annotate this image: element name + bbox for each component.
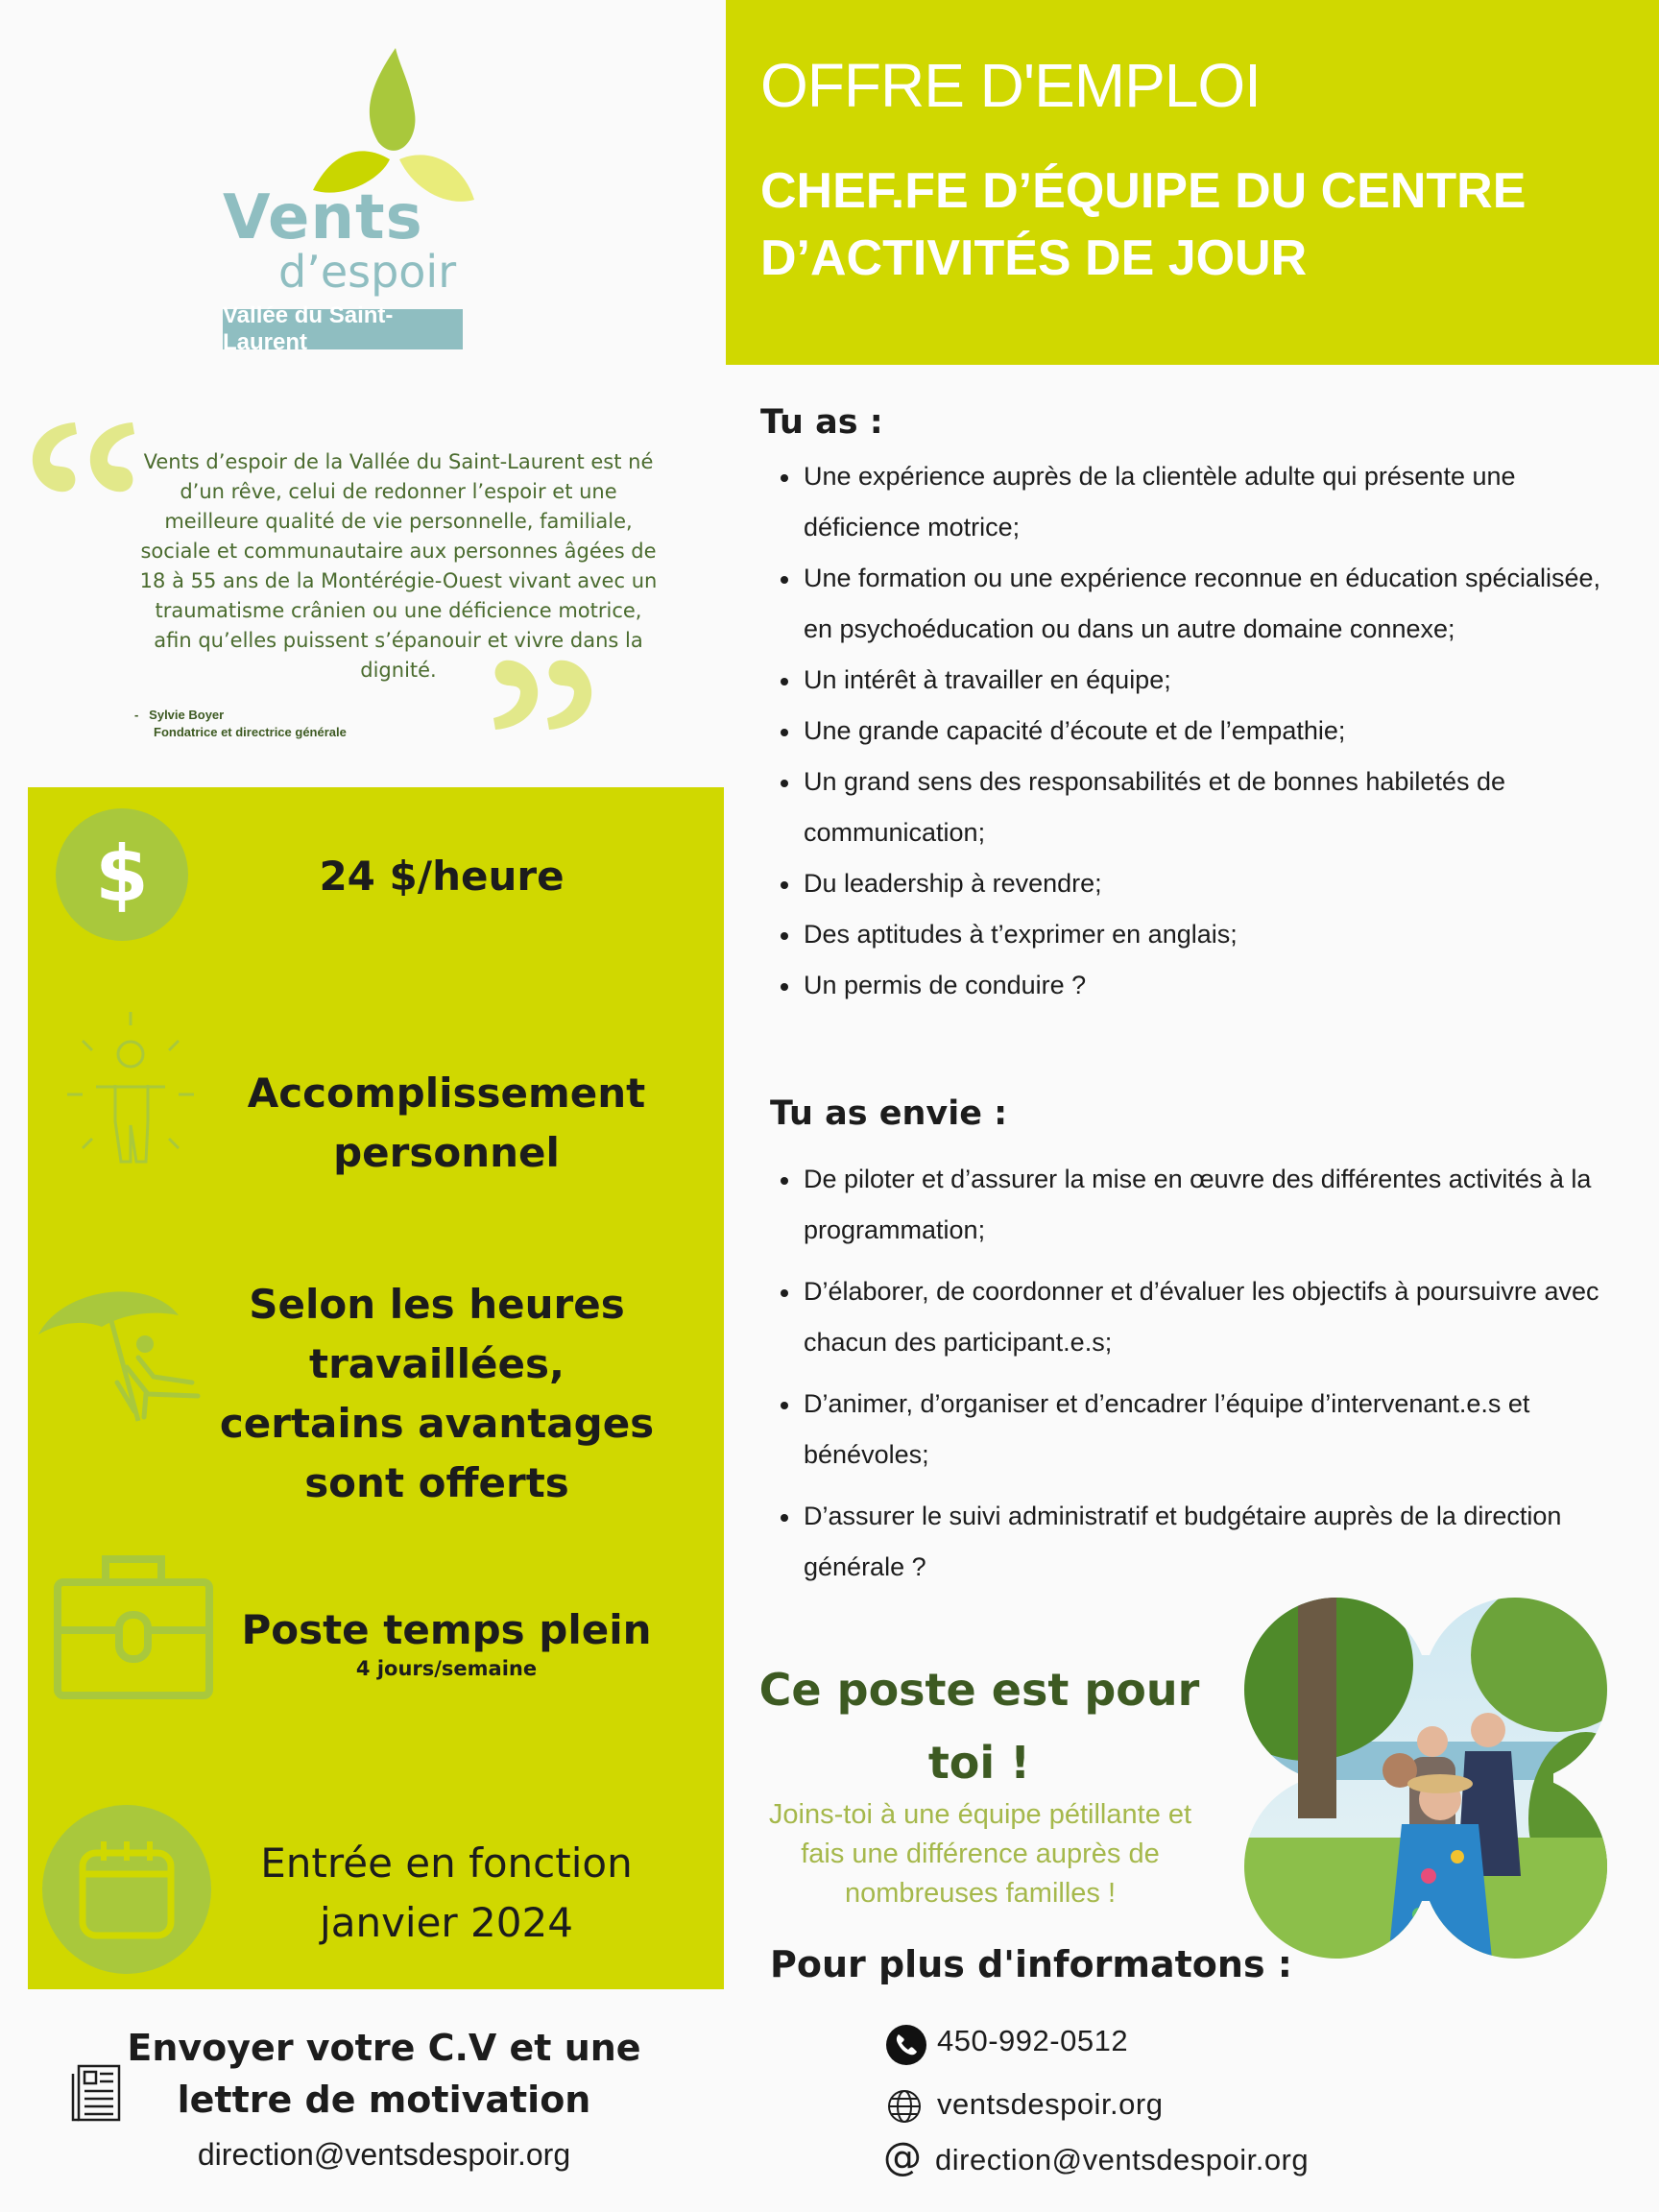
phone-number-link[interactable]: 450-992-0512 — [937, 2024, 1129, 2057]
cta-text: Joins-toi à une équipe pétillante et fais une différence auprès de nombreuses familles ! — [768, 1799, 1192, 1909]
person-radiating-icon — [48, 1008, 216, 1176]
contact-email-link[interactable]: direction@ventsdespoir.org — [935, 2143, 1310, 2176]
benefit-salary: 24 $/heure — [319, 853, 565, 900]
contact-heading: Pour plus d'informatons : — [770, 1943, 1293, 1985]
team-photo — [1240, 1598, 1611, 1959]
heading-tu-as: Tu as : — [760, 403, 883, 442]
benefit-days: 4 jours/semaine — [355, 1657, 538, 1680]
dollar-icon — [56, 808, 188, 941]
list-item: Une formation ou une expérience reconnue en éducation spécialisée, en psychoéducation ou dans un autre domaine connexe; — [804, 553, 1629, 655]
list-tu-as-envie — [804, 1154, 1658, 1603]
list-item: D’élaborer, de coordonner et d’évaluer les objectifs à poursuivre avec chacun des participant.e.s; — [804, 1266, 1658, 1368]
logo-text-vents: Vents — [223, 182, 423, 253]
list-item: Du leadership à revendre; — [804, 858, 1629, 909]
offer-title: OFFRE D'EMPLOI — [760, 51, 1261, 120]
list-item: Un grand sens des responsabilités et de bonnes habiletés de communication; — [804, 757, 1629, 858]
briefcase-icon — [52, 1550, 215, 1703]
at-icon: @ — [883, 2135, 922, 2179]
list-item: Un intérêt à travailler en équipe; — [804, 655, 1629, 706]
beach-umbrella-icon — [35, 1277, 217, 1431]
website-link[interactable]: ventsdespoir.org — [937, 2087, 1164, 2121]
list-item: De piloter et d’assurer la mise en œuvre des différentes activités à la programmation; — [804, 1154, 1658, 1256]
cta-title: Ce poste est pour toi ! — [758, 1664, 1200, 1789]
list-item: Un permis de conduire ? — [804, 960, 1629, 1011]
phone-icon — [885, 2024, 927, 2066]
quote-author: - Sylvie Boyer Fondatrice et directrice générale — [134, 708, 347, 739]
heading-tu-as-envie: Tu as envie : — [770, 1094, 1008, 1133]
quote-author-role: Fondatrice et directrice générale — [154, 725, 347, 739]
send-cv-title: Envoyer votre C.V et une lettre de motivation — [127, 2027, 641, 2121]
list-item: Des aptitudes à t’exprimer en anglais; — [804, 909, 1629, 960]
send-cv-email-link[interactable]: direction@ventsdespoir.org — [197, 2137, 571, 2172]
benefit-start-date: Entrée en fonction janvier 2024 — [260, 1839, 633, 1946]
list-item: Une grande capacité d’écoute et de l’empathie; — [804, 706, 1629, 757]
svg-text:$: $ — [95, 830, 149, 919]
benefit-hours: Selon les heures travaillées, certains avantages sont offerts — [219, 1281, 655, 1506]
job-title: CHEF.FE D’ÉQUIPE DU CENTRE D’ACTIVITÉS DE JOUR — [760, 163, 1527, 286]
list-item: D’animer, d’organiser et d’encadrer l’équipe d’intervenant.e.s et bénévoles; — [804, 1379, 1658, 1480]
benefit-fulltime: Poste temps plein — [241, 1606, 652, 1653]
calendar-icon — [42, 1805, 211, 1974]
list-tu-as — [804, 451, 1629, 1011]
logo-band: Vallée du Saint-Laurent — [223, 309, 463, 349]
quote-author-name: Sylvie Boyer — [149, 708, 225, 722]
globe-icon — [885, 2087, 924, 2126]
document-icon — [69, 2062, 125, 2124]
list-item: Une expérience auprès de la clientèle adulte qui présente une déficience motrice; — [804, 451, 1629, 553]
quote-open-icon — [29, 413, 139, 499]
list-item: D’assurer le suivi administratif et budgétaire auprès de la direction générale ? — [804, 1491, 1658, 1593]
quote-text: Vents d’espoir de la Vallée du Saint-Laurent est né d’un rêve, celui de redonner l’espoir et une meilleure qualité de vie personnelle, familiale, sociale et communautaire aux personnes âgées de 18 à 55 ans de la Montérégie-Ouest vivant avec un traumatisme crânien ou une déficience motrice, afin qu’elles puissent s’épanouir et vivre dans la dignité. — [139, 450, 658, 682]
benefit-accomplishment: Accomplissement personnel — [247, 1070, 646, 1176]
logo-text-espoir: d’espoir — [278, 246, 457, 298]
